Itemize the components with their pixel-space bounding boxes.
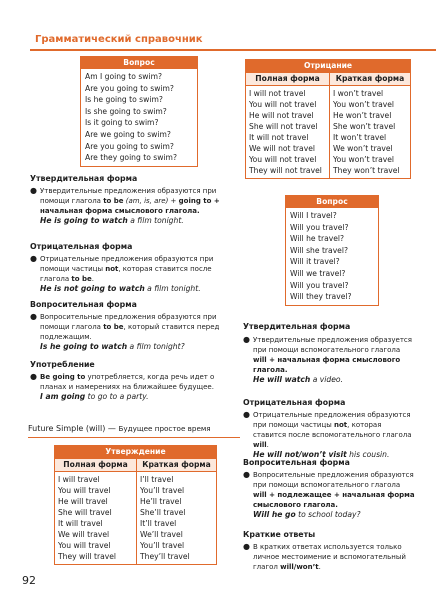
example-bold: He will not/won’t visit	[253, 450, 347, 459]
question-row: Are you going to swim?	[85, 83, 174, 93]
example-bold: I am going	[40, 392, 86, 401]
table-row: It’ll travel	[140, 519, 177, 528]
table-row: You’ll travel	[140, 541, 185, 550]
rule-plus: +	[168, 197, 179, 205]
table-row: You will not travel	[249, 155, 317, 164]
bullet-text	[253, 470, 415, 520]
example-rest: a film tonight?	[127, 342, 185, 351]
example-rest: a film tonight.	[127, 216, 184, 225]
will-affirmative-title: Утвердительная форма	[243, 322, 351, 331]
rule-text-bold: will + подлежащее + начальная форма смыслового глагола.	[253, 491, 415, 509]
question-row: Will you travel?	[290, 280, 349, 290]
table-row: We will travel	[58, 530, 110, 539]
will-interrogative-bullet	[243, 470, 415, 520]
table-row: You won’t travel	[333, 100, 395, 109]
affirmative-col-short: Краткая форма	[137, 459, 217, 472]
rule-keyword: Be going to	[40, 373, 86, 381]
table-row: They won’t travel	[333, 166, 400, 175]
table-row: I will not travel	[249, 89, 306, 98]
affirmative-table	[54, 445, 217, 565]
rule-text-bold: + начальная форма смыслового глагола.	[253, 356, 401, 374]
table-row: It will not travel	[249, 133, 309, 142]
future-simple-heading-ru: Будущее простое время	[118, 424, 211, 433]
rule-keyword: not	[334, 421, 348, 429]
example-sentence	[40, 342, 235, 352]
table-row: She will travel	[58, 508, 112, 517]
bullet-dot: ●	[30, 186, 37, 195]
question-row: Am I going to swim?	[85, 72, 163, 81]
bullet-dot: ●	[243, 335, 250, 344]
example-rest: a film tonight.	[144, 284, 201, 293]
negative-col-short: Краткая форма	[330, 73, 411, 86]
table-row: She’ll travel	[140, 508, 186, 517]
question-row: Is she going to swim?	[85, 106, 167, 116]
example-bold: He is not going to watch	[40, 284, 145, 293]
question-row: Will it travel?	[290, 257, 340, 267]
rule-text: Утвердительные предложения образуются при помощи глагола	[40, 187, 217, 205]
rule-keyword: will	[253, 441, 267, 449]
bullet-dot: ●	[30, 372, 37, 381]
question-row: Is he going to swim?	[85, 95, 163, 105]
table-row: She won’t travel	[333, 122, 396, 131]
header-rule	[30, 49, 436, 51]
table-row: They will travel	[58, 552, 117, 561]
negative-table	[245, 59, 411, 179]
going-to-interrogative-bullet	[30, 312, 235, 352]
table-row: He won’t travel	[333, 111, 392, 120]
affirmative-col-full: Полная форма	[55, 459, 137, 472]
bullet-text	[40, 372, 235, 402]
question-row: Are they going to swim?	[85, 153, 177, 163]
will-negative-title: Отрицательная форма	[243, 398, 346, 407]
rule-dot: .	[91, 275, 94, 283]
bullet-dot: ●	[30, 312, 37, 321]
short-answers-bullet	[243, 542, 415, 572]
example-sentence	[253, 510, 415, 520]
rule-text: В кратких ответах используется только личное местоимение и вспомогательный глагол	[253, 543, 406, 571]
table-row: You will not travel	[249, 100, 317, 109]
negative-table-header: Отрицание	[246, 60, 411, 73]
rule-keyword: to be	[71, 275, 92, 283]
table-row: It won’t travel	[333, 133, 387, 142]
example-sentence	[40, 284, 235, 294]
question-row: Will I travel?	[290, 211, 337, 220]
question-row: Is it going to swim?	[85, 118, 159, 128]
rule-text: Отрицательные предложения образуются при помощи частицы	[253, 411, 411, 429]
table-row: I won’t travel	[333, 89, 384, 98]
page-number: 92	[22, 574, 36, 587]
table-row: They will not travel	[249, 166, 322, 175]
going-to-question-box	[80, 56, 198, 167]
rule-dot: .	[318, 563, 321, 571]
rule-keyword: going to	[178, 197, 212, 205]
example-bold: He is going to watch	[40, 216, 128, 225]
usage-title: Употребление	[30, 360, 95, 369]
rule-text: , который ставится перед подлежащим.	[40, 323, 220, 341]
table-row: I will travel	[58, 475, 100, 484]
example-bold: He will watch	[253, 375, 311, 384]
table-row: You will travel	[58, 486, 111, 495]
affirmative-short-cell	[137, 472, 217, 565]
affirmative-table-header: Утверждение	[55, 446, 217, 459]
example-rest: to school today?	[295, 510, 361, 519]
negative-col-full: Полная форма	[246, 73, 330, 86]
table-row: You will travel	[58, 541, 111, 550]
example-sentence	[253, 375, 415, 385]
question-row: Will she travel?	[290, 245, 348, 255]
going-to-affirmative-bullet	[30, 186, 235, 226]
bullet-text	[40, 312, 235, 352]
table-row: He’ll travel	[140, 497, 182, 506]
rule-text-bold: + начальная форма смыслового глагола.	[40, 197, 220, 215]
rule-keyword: to be	[103, 197, 124, 205]
table-row: He will travel	[58, 497, 108, 506]
table-row: You’ll travel	[140, 486, 185, 495]
bullet-text	[253, 335, 415, 385]
example-rest: a video.	[310, 375, 343, 384]
bullet-dot: ●	[243, 410, 250, 419]
question-box-header: Вопрос	[286, 196, 378, 208]
bullet-text	[253, 542, 415, 572]
rule-dot: .	[266, 441, 269, 449]
going-to-negative-bullet	[30, 254, 235, 294]
table-row: They’ll travel	[140, 552, 190, 561]
question-row: Are you going to swim?	[85, 141, 174, 151]
usage-bullet	[30, 372, 235, 402]
bullet-text	[253, 410, 415, 460]
question-box-body	[286, 208, 378, 305]
will-interrogative-title: Вопросительная форма	[243, 458, 350, 467]
example-rest: his cousin.	[346, 450, 390, 459]
example-bold: Is he going to watch	[40, 342, 128, 351]
bullet-dot: ●	[243, 470, 250, 479]
question-row: Are we going to swim?	[85, 129, 171, 139]
question-box-body	[81, 69, 197, 166]
rule-text: Вопросительные предложения образуются при помощи вспомогательного глагола	[253, 471, 414, 489]
example-sentence	[40, 216, 235, 226]
question-box-header: Вопрос	[81, 57, 197, 69]
going-to-negative-title: Отрицательная форма	[30, 242, 133, 251]
rule-text: употребляется, когда речь идет о планах и намерениях на ближайшее будущее.	[40, 373, 215, 391]
future-simple-heading-dash: —	[105, 424, 119, 433]
future-simple-heading	[28, 424, 211, 433]
negative-short-cell	[330, 86, 411, 179]
rule-text: Утвердительные предложения образуется при помощи вспомогательного глагола	[253, 336, 412, 354]
going-to-affirmative-title: Утвердительная форма	[30, 174, 138, 183]
page-header-title: Грамматический справочник	[35, 34, 203, 45]
table-row: We will not travel	[249, 144, 315, 153]
affirmative-full-cell	[55, 472, 137, 565]
short-answers-title: Краткие ответы	[243, 530, 316, 539]
table-row: It will travel	[58, 519, 103, 528]
table-row: He will not travel	[249, 111, 314, 120]
bullet-dot: ●	[243, 542, 250, 551]
bullet-text	[40, 254, 235, 294]
rule-keyword: not	[105, 265, 119, 273]
example-sentence	[40, 392, 235, 402]
table-row: We won’t travel	[333, 144, 393, 153]
rule-keyword: to be	[103, 323, 124, 331]
rule-text: , которая ставится после вспомогательного глагола	[253, 421, 412, 439]
bullet-text	[40, 186, 235, 226]
table-row: You won’t travel	[333, 155, 395, 164]
going-to-interrogative-title: Вопросительная форма	[30, 300, 137, 309]
question-row: Will you travel?	[290, 222, 349, 232]
negative-full-cell	[246, 86, 330, 179]
rule-keyword: will	[253, 356, 267, 364]
bullet-dot: ●	[30, 254, 37, 263]
table-row: I’ll travel	[140, 475, 174, 484]
rule-text: Отрицательные предложения образуются при помощи частицы	[40, 255, 214, 273]
rule-keyword: will/won’t	[280, 563, 319, 571]
will-question-box	[285, 195, 379, 306]
table-row: We’ll travel	[140, 530, 183, 539]
rule-text: , которая ставится после глагола	[40, 265, 212, 283]
future-simple-rule	[28, 437, 240, 438]
future-simple-heading-en: Future Simple (will)	[28, 424, 106, 433]
rule-text: Вопросительные предложения образуются при помощи глагола	[40, 313, 217, 331]
example-bold: Will he go	[253, 510, 296, 519]
question-row: Will they travel?	[290, 292, 352, 302]
question-row: Will he travel?	[290, 234, 345, 244]
example-rest: to go to a party.	[85, 392, 149, 401]
question-row: Will we travel?	[290, 268, 346, 278]
rule-forms: (am, is, are)	[125, 197, 169, 205]
table-row: She will not travel	[249, 122, 318, 131]
will-negative-bullet	[243, 410, 415, 460]
will-affirmative-bullet	[243, 335, 415, 385]
